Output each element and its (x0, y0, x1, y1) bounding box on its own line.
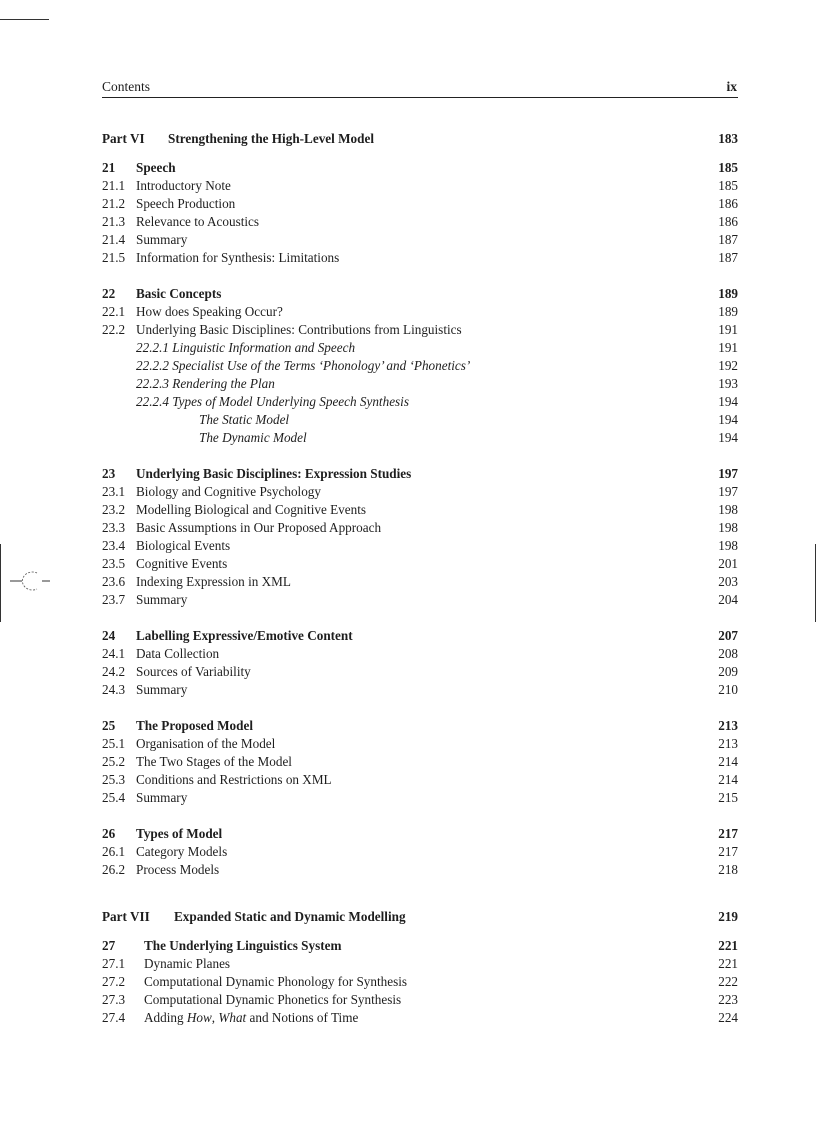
toc-entry-page: 186 (718, 214, 738, 229)
toc-entry-page: 198 (718, 502, 738, 517)
toc-entry-page: 193 (718, 376, 738, 391)
toc-entry-page: 207 (718, 628, 738, 643)
toc-entry-title: Speech (136, 160, 176, 175)
toc-entry-number: 27.2 (102, 974, 126, 989)
toc-entry-page: 191 (718, 322, 738, 337)
toc-entry-page: 209 (718, 664, 738, 679)
toc-section-entry (102, 357, 738, 375)
toc-chapter-entry (102, 717, 738, 735)
toc-entry-title: How does Speaking Occur? (136, 304, 283, 319)
toc-entry-number: 24 (102, 628, 116, 643)
toc-entry-number: 22.2 (102, 322, 126, 337)
toc-entry-title: Speech Production (136, 196, 236, 211)
toc-entry-page: 224 (718, 1010, 738, 1025)
toc-entry-number: 21.1 (102, 178, 126, 193)
toc-entry-number: 22 (102, 286, 116, 301)
toc-entry-title-text: Linguistic Information and Speech (172, 340, 356, 355)
toc-entry-title-text: Rendering the Plan (172, 376, 275, 391)
toc-entry-title: Basic Assumptions in Our Proposed Approach (136, 520, 382, 535)
toc-entry-number: 22.2.2 (136, 358, 169, 373)
toc-section-entry (102, 991, 738, 1009)
toc-entry-number: 22.2.4 (136, 394, 169, 409)
toc-entry-page: 221 (718, 956, 738, 971)
toc-entry-number: 22.1 (102, 304, 126, 319)
toc-entry-title: Relevance to Acoustics (136, 214, 260, 229)
toc-entry-page: 204 (718, 592, 738, 607)
toc-entry-number: 21.4 (102, 232, 126, 247)
toc-entry-title: Biological Events (136, 538, 231, 553)
toc-entry-page: 223 (718, 992, 738, 1007)
toc-section-entry (102, 195, 738, 213)
toc-entry-page: 194 (718, 394, 738, 409)
toc-entry-number: 23.4 (102, 538, 126, 553)
toc-section-entry (102, 321, 738, 339)
toc-entry-title (136, 339, 355, 357)
toc-section-entry (102, 771, 738, 789)
toc-entry-title (136, 375, 275, 393)
toc-entry-title: Indexing Expression in XML (136, 574, 291, 589)
toc-entry-page: 189 (718, 286, 738, 301)
toc-entry-title-text: Specialist Use of the Terms ‘Phonology’ and ‘Phonetics’ (172, 358, 471, 373)
toc-section-entry (102, 555, 738, 573)
toc-section-entry (102, 753, 738, 771)
toc-entry-title (136, 357, 470, 375)
toc-entry-number: 26.1 (102, 844, 126, 859)
toc-section-entry (102, 501, 738, 519)
toc-entry-number: 27.1 (102, 956, 126, 971)
toc-section-entry (102, 519, 738, 537)
toc-entry-title: Modelling Biological and Cognitive Events (136, 502, 367, 517)
toc-entry-page: 186 (718, 196, 738, 211)
toc-entry-page: 187 (718, 232, 738, 247)
toc-entry-title: Organisation of the Model (136, 736, 276, 751)
toc-section-entry (102, 411, 738, 429)
toc-entry-title: Summary (136, 232, 188, 247)
toc-entry-number: 24.2 (102, 664, 126, 679)
toc-entry-number: 25 (102, 718, 116, 733)
toc-entry-page: 217 (718, 844, 738, 859)
toc-chapter-entry (102, 627, 738, 645)
toc-entry-number: 21.2 (102, 196, 126, 211)
toc-section-entry (102, 591, 738, 609)
toc-entry-page: 201 (718, 556, 738, 571)
toc-entry-page: 189 (718, 304, 738, 319)
toc-part-entry (102, 130, 738, 148)
toc-entry-title (136, 393, 409, 411)
toc-entry-title-segment: What (218, 1010, 247, 1025)
toc-entry-title: Computational Dynamic Phonology for Synthesis (144, 974, 408, 989)
toc-part-entry (102, 908, 738, 926)
toc-entry-title: Sources of Variability (136, 664, 251, 679)
header-rule (102, 97, 738, 98)
toc-entry-page: 194 (718, 430, 738, 445)
toc-entry-page: 213 (718, 736, 738, 751)
toc-entry-title: Expanded Static and Dynamic Modelling (174, 909, 406, 924)
toc-entry-page: 198 (718, 520, 738, 535)
toc-entry-number: 25.2 (102, 754, 126, 769)
toc-entry-number: Part VII (102, 909, 150, 924)
toc-entry-page: 198 (718, 538, 738, 553)
toc-entry-page: 219 (718, 909, 738, 924)
toc-entry-number: 21.5 (102, 250, 126, 265)
toc-entry-page: 197 (718, 484, 738, 499)
toc-entry-title: Computational Dynamic Phonetics for Synthesis (144, 992, 402, 1007)
toc-entry-title (144, 1009, 358, 1027)
toc-section-entry (102, 375, 738, 393)
toc-entry-title: Strengthening the High-Level Model (168, 131, 374, 146)
toc-entry-title: Summary (136, 682, 188, 697)
toc-entry-number: 22.2.1 (136, 340, 169, 355)
toc-chapter-entry (102, 937, 738, 955)
toc-entry-number: 27.4 (102, 1010, 126, 1025)
toc-entry-page: 213 (718, 718, 738, 733)
toc-section-entry (102, 681, 738, 699)
toc-entry-page: 191 (718, 340, 738, 355)
toc-section-entry (102, 177, 738, 195)
toc-section-entry (102, 573, 738, 591)
toc-section-entry (102, 429, 738, 447)
toc-entry-title: Conditions and Restrictions on XML (136, 772, 332, 787)
toc-section-entry (102, 861, 738, 879)
toc-section-entry (102, 973, 738, 991)
toc-entry-page: 214 (718, 772, 738, 787)
toc-entry-page: 197 (718, 466, 738, 481)
toc-entry-title: Process Models (136, 862, 220, 877)
toc-section-entry (102, 843, 738, 861)
crop-mark-top-left (0, 19, 49, 20)
toc-entry-title: Underlying Basic Disciplines: Contributions from Linguistics (136, 322, 462, 337)
toc-entry-number: 25.4 (102, 790, 126, 805)
running-head-title: Contents (102, 79, 151, 94)
toc-entry-number: 26.2 (102, 862, 126, 877)
toc-entry-page: 222 (718, 974, 738, 989)
toc-entry-title: Dynamic Planes (144, 956, 231, 971)
toc-section-entry (102, 955, 738, 973)
toc-entry-title: The Static Model (199, 412, 290, 427)
toc-entry-number: 23.7 (102, 592, 126, 607)
toc-entry-page: 214 (718, 754, 738, 769)
registration-mark-icon (6, 568, 52, 594)
toc-entry-title: Underlying Basic Disciplines: Expression Studies (136, 466, 412, 481)
toc-entry-title: The Underlying Linguistics System (144, 938, 342, 953)
toc-entry-title: Information for Synthesis: Limitations (136, 250, 340, 265)
toc-entry-page: 185 (718, 160, 738, 175)
toc-section-entry (102, 1009, 738, 1027)
toc-entry-title: The Dynamic Model (199, 430, 307, 445)
toc-entry-title: Summary (136, 592, 188, 607)
toc-entry-title-segment: How (186, 1010, 212, 1025)
toc-entry-number: 24.1 (102, 646, 126, 661)
toc-entry-number: 23.2 (102, 502, 126, 517)
toc-entry-number: 23.6 (102, 574, 126, 589)
toc-entry-page: 208 (718, 646, 738, 661)
toc-entry-title: Biology and Cognitive Psychology (136, 484, 321, 499)
toc-entry-page: 185 (718, 178, 738, 193)
toc-entry-page: 192 (718, 358, 738, 373)
toc-entry-number: Part VI (102, 131, 145, 146)
toc-entry-number: 23 (102, 466, 116, 481)
toc-entry-number: 23.3 (102, 520, 126, 535)
toc-section-entry (102, 249, 738, 267)
toc-section-entry (102, 231, 738, 249)
toc-entry-title-segment: and Notions of Time (246, 1010, 359, 1025)
toc-section-entry (102, 789, 738, 807)
toc-entry-page: 187 (718, 250, 738, 265)
toc-entry-title: Data Collection (136, 646, 220, 661)
toc-entry-number: 23.5 (102, 556, 126, 571)
toc-section-entry (102, 213, 738, 231)
toc-entry-number: 23.1 (102, 484, 126, 499)
toc-entry-title: Types of Model (136, 826, 223, 841)
toc-entry-number: 27 (102, 938, 116, 953)
toc-entry-page: 217 (718, 826, 738, 841)
toc-entry-page: 221 (718, 938, 738, 953)
toc-section-entry (102, 483, 738, 501)
running-head-page-number: ix (726, 79, 737, 94)
toc-entry-number: 26 (102, 826, 116, 841)
toc-entry-title: Labelling Expressive/Emotive Content (136, 628, 353, 643)
toc-entry-title-text: Types of Model Underlying Speech Synthesis (172, 394, 409, 409)
toc-section-entry (102, 645, 738, 663)
toc-entry-title: Cognitive Events (136, 556, 228, 571)
toc-entry-page: 215 (718, 790, 738, 805)
toc-entry-number: 24.3 (102, 682, 126, 697)
toc-section-entry (102, 735, 738, 753)
toc-entry-number: 21.3 (102, 214, 126, 229)
toc-chapter-entry (102, 285, 738, 303)
toc-section-entry (102, 537, 738, 555)
toc-section-entry (102, 663, 738, 681)
toc-entry-page: 194 (718, 412, 738, 427)
toc-entry-number: 27.3 (102, 992, 126, 1007)
toc-entry-title: Introductory Note (136, 178, 231, 193)
toc-entry-title: Summary (136, 790, 188, 805)
toc-entry-page: 210 (718, 682, 738, 697)
crop-mark-left-vertical (0, 544, 1, 622)
toc-entry-title: Basic Concepts (136, 286, 222, 301)
toc-entry-title-segment: Adding (144, 1010, 187, 1025)
toc-entry-page: 218 (718, 862, 738, 877)
toc-entry-number: 25.3 (102, 772, 126, 787)
toc-entry-title: The Two Stages of the Model (136, 754, 292, 769)
toc-entry-title: The Proposed Model (136, 718, 253, 733)
toc-section-entry (102, 393, 738, 411)
toc-entry-title-segment: , (211, 1010, 219, 1025)
toc-entry-number: 22.2.3 (136, 376, 169, 391)
toc-chapter-entry (102, 825, 738, 843)
toc-entry-page: 203 (718, 574, 738, 589)
toc-entry-number: 25.1 (102, 736, 126, 751)
toc-chapter-entry (102, 159, 738, 177)
toc-section-entry (102, 303, 738, 321)
toc-entry-number: 21 (102, 160, 116, 175)
toc-entry-title: Category Models (136, 844, 228, 859)
toc-chapter-entry (102, 465, 738, 483)
toc-section-entry (102, 339, 738, 357)
toc-entry-page: 183 (718, 131, 738, 146)
